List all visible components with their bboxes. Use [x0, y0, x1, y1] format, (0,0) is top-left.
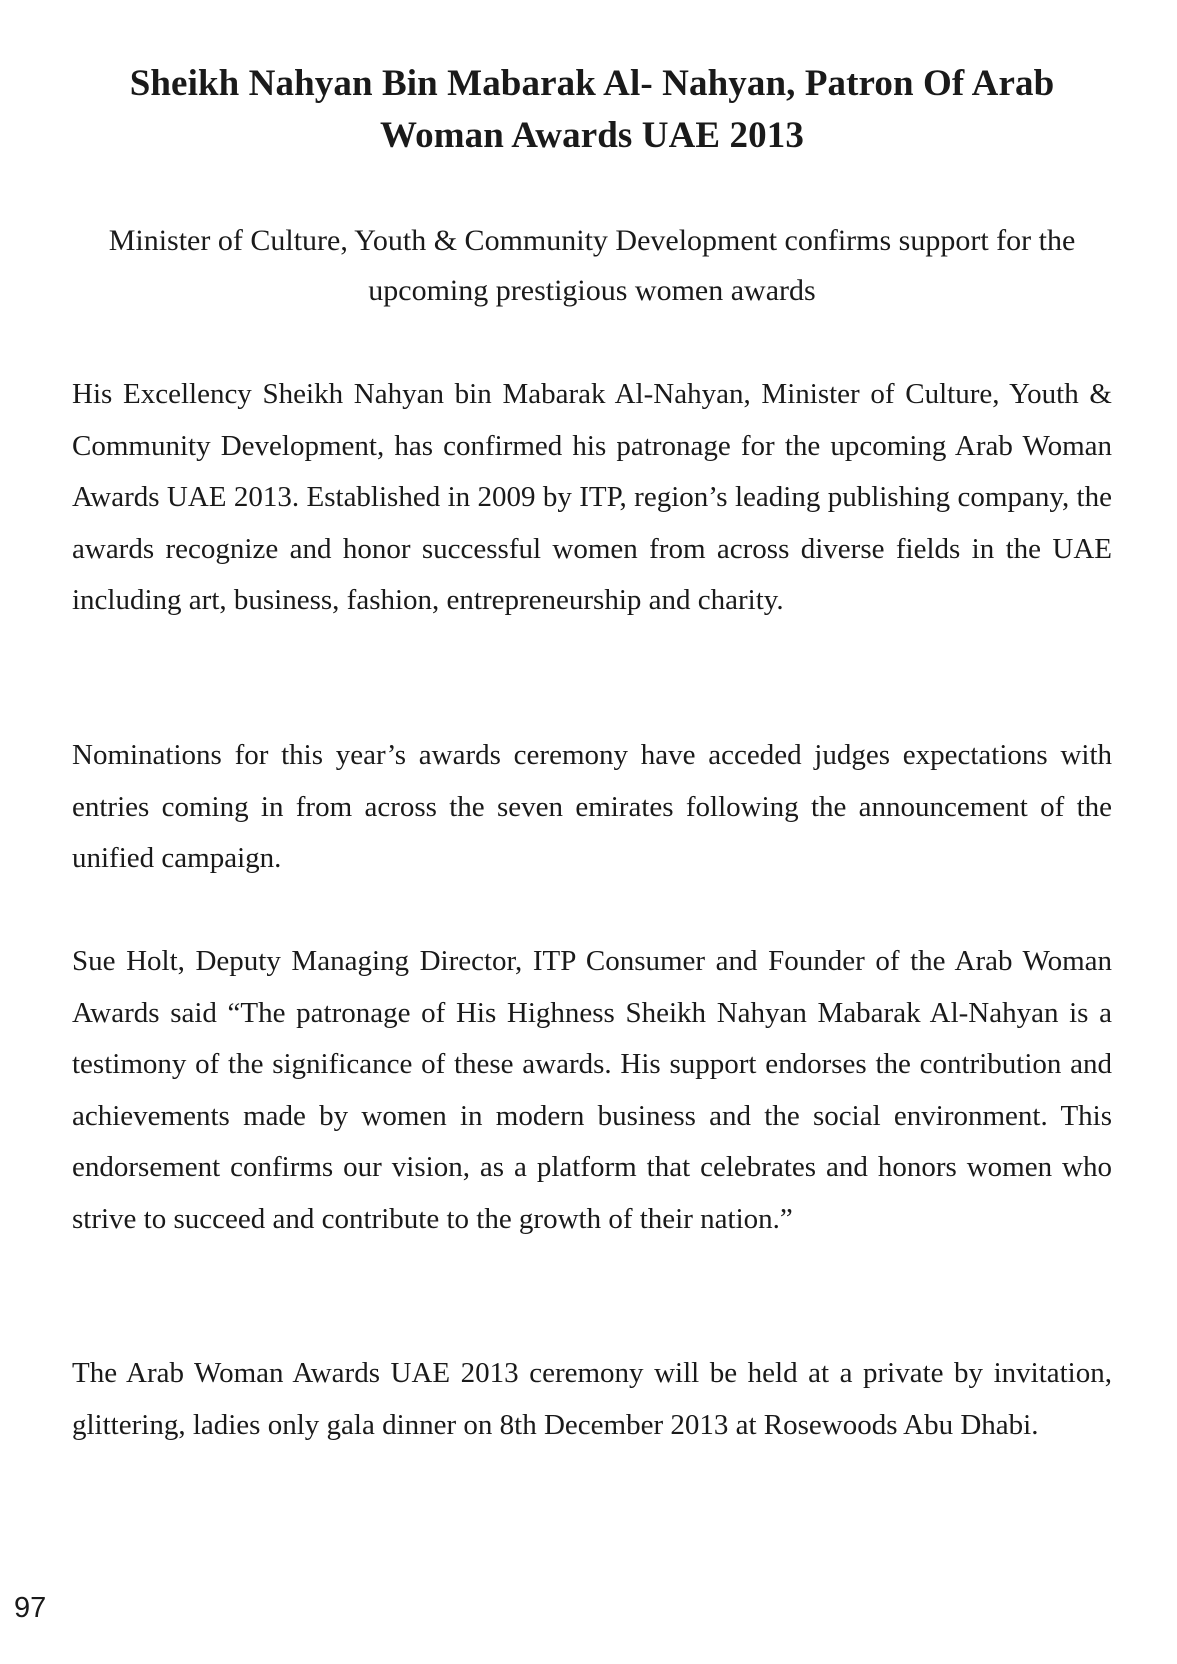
page-number: 97 — [14, 1592, 47, 1624]
paragraph-3: Sue Holt, Deputy Managing Director, ITP Consumer and Founder of the Arab Woman Awards said “The patronage of His Highness Sheikh Nahyan Mabarak Al-Nahyan is a testimony of the significance of these awards. His support endorses the contribution and achievements made by women in modern business and the social environment. This endorsement confirms our vision, as a platform that celebrates and honors women who strive to succeed and contribute to the growth of their nation.” — [72, 945, 1112, 1235]
page-title: Sheikh Nahyan Bin Mabarak Al- Nahyan, Patron Of Arab Woman Awards UAE 2013 — [129, 63, 1055, 156]
paragraph-1: His Excellency Sheikh Nahyan bin Mabarak Al-Nahyan, Minister of Culture, Youth & Community Development, has confirmed his patronage for the upcoming Arab Woman Awards UAE 2013. Established in 2009 by ITP, region’s leading publishing company, the awards recognize and honor successful women from across diverse fields in the UAE including art, business, fashion, entrepreneurship and charity. — [72, 378, 1112, 616]
document-page — [72, 0, 1112, 1664]
subtitle: Minister of Culture, Youth & Community Development confirms support for the upcoming prestigious women awards — [108, 224, 1076, 307]
paragraph-2: Nominations for this year’s awards ceremony have acceded judges expectations with entries coming in from across the seven emirates following the announcement of the unified campaign. — [72, 739, 1112, 874]
paragraph-4: The Arab Woman Awards UAE 2013 ceremony will be held at a private by invitation, glittering, ladies only gala dinner on 8th December 2013 at Rosewoods Abu Dhabi. — [72, 1357, 1112, 1441]
